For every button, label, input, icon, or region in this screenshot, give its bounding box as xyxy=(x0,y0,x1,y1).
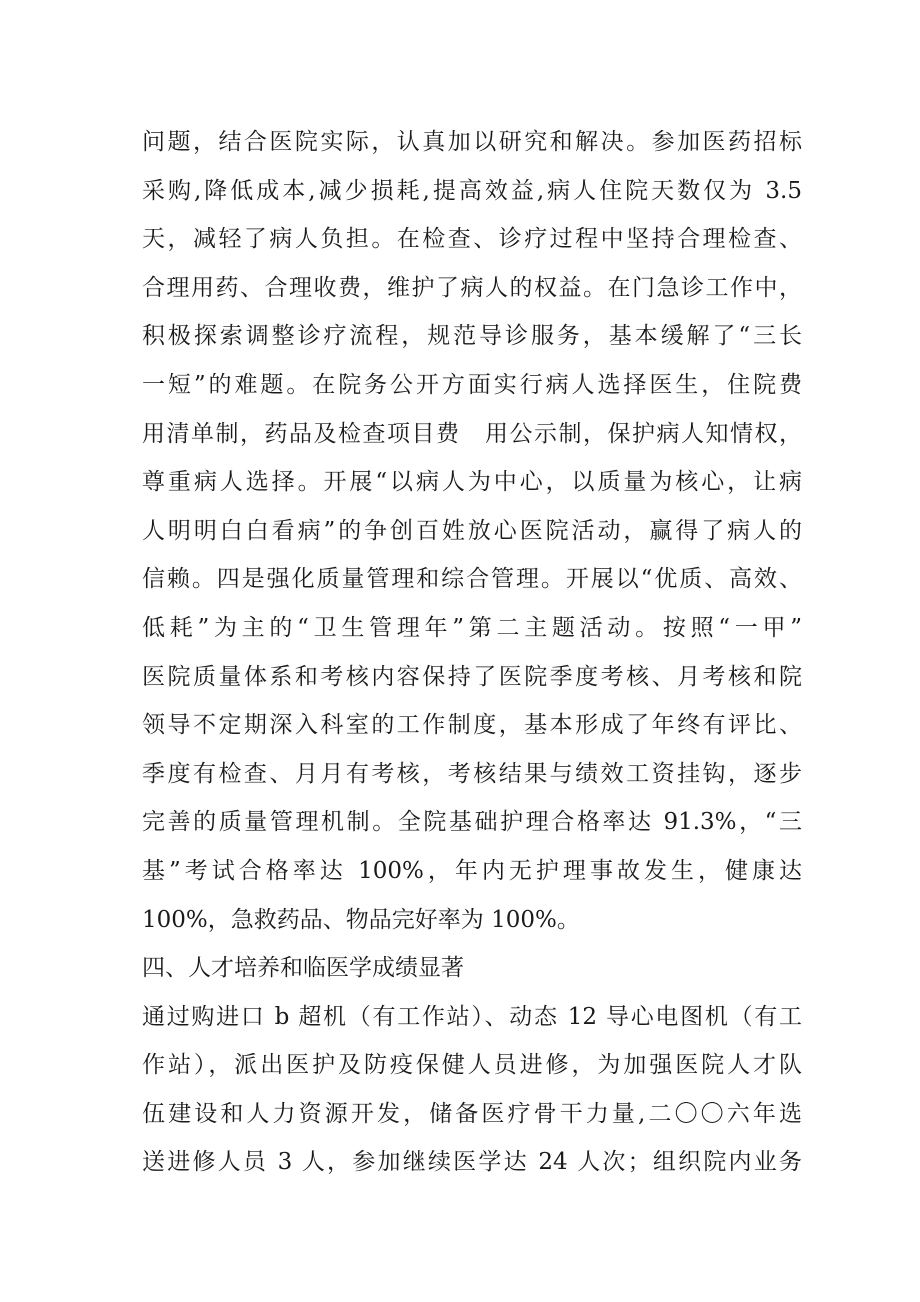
text-line-12: 医院质量体系和考核内容保持了医院季度考核、月考核和院 xyxy=(142,663,802,690)
text-line-15: 完善的质量管理机制。全院基础护理合格率达 91.3%，“三 xyxy=(142,809,802,836)
text-line-3: 天，减轻了病人负担。在检查、诊疗过程中坚持合理检查、 xyxy=(142,226,802,253)
text-line-20: 作站），派出医护及防疫保健人员进修，为加强医院人才队 xyxy=(142,1052,802,1079)
text-line-16: 基”考试合格率达 100%，年内无护理事故发生，健康达 xyxy=(142,857,802,884)
text-line-19: 通过购进口 b 超机（有工作站）、动态 12 导心电图机（有工 xyxy=(142,1003,802,1030)
text-line-17: 100%，急救药品、物品完好率为 100%。 xyxy=(142,906,580,933)
text-line-2: 采购,降低成本,减少损耗,提高效益,病人住院天数仅为 3.5 xyxy=(142,177,802,204)
text-line-13: 领导不定期深入科室的工作制度，基本形成了年终有评比、 xyxy=(142,712,802,739)
text-line-6: 一短”的难题。在院务公开方面实行病人选择医生，住院费 xyxy=(142,371,802,398)
text-line-11: 低耗”为主的“卫生管理年”第二主题活动。按照“一甲” xyxy=(142,614,802,641)
text-line-9: 人明明白白看病”的争创百姓放心医院活动，赢得了病人的 xyxy=(142,517,802,544)
text-line-1: 问题，结合医院实际，认真加以研究和解决。参加医药招标 xyxy=(142,129,802,155)
text-line-10: 信赖。四是强化质量管理和综合管理。开展以“优质、高效、 xyxy=(142,566,802,593)
text-line-7: 用清单制，药品及检查项目费 用公示制，保护病人知情权， xyxy=(142,420,802,447)
text-line-4: 合理用药、合理收费，维护了病人的权益。在门急诊工作中， xyxy=(142,274,802,301)
document-body xyxy=(142,118,802,1187)
text-line-8: 尊重病人选择。开展“以病人为中心，以质量为核心，让病 xyxy=(142,469,802,496)
text-line-21: 伍建设和人力资源开发，储备医疗骨干力量,二〇〇六年选 xyxy=(142,1100,802,1127)
section-heading: 四、人才培养和临医学成绩显著 xyxy=(142,955,464,982)
text-line-5: 积极探索调整诊疗流程，规范导诊服务，基本缓解了“三长 xyxy=(142,323,802,350)
text-line-22: 送进修人员 3 人，参加继续医学达 24 人次；组织院内业务 xyxy=(142,1149,802,1176)
text-line-14: 季度有检查、月月有考核，考核结果与绩效工资挂钩，逐步 xyxy=(142,760,802,787)
